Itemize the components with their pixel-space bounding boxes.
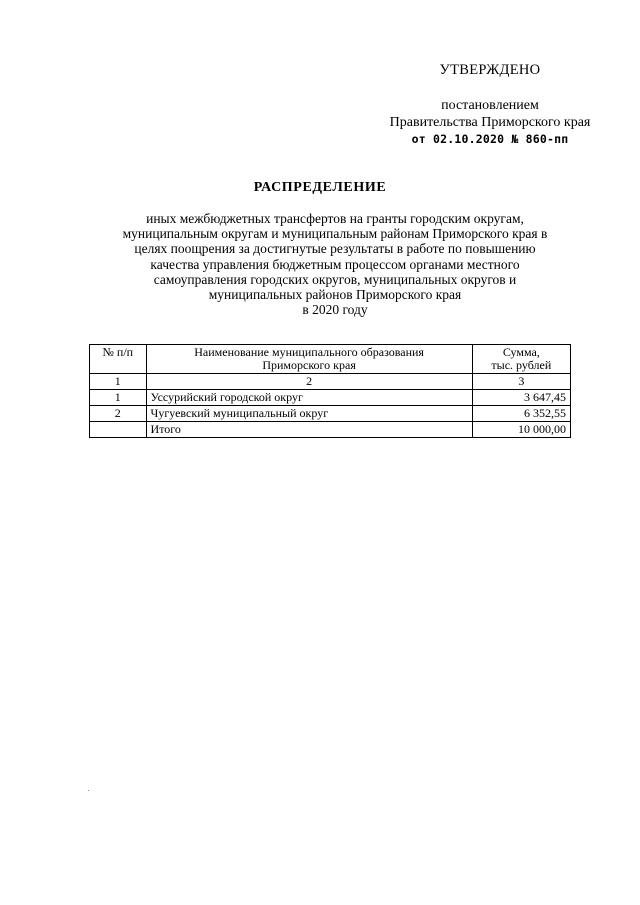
subtitle-line: иных межбюджетных трансфертов на гранты городским округам, <box>146 211 524 226</box>
distribution-table <box>89 344 571 438</box>
subtitle-line: самоуправления городских округов, муниципальных округов и <box>153 271 517 287</box>
approval-line-2: Правительства Приморского края <box>389 115 591 130</box>
subtitle-line: целях поощрения за достигнутые результаты в работе по повышению <box>134 241 536 257</box>
subtitle-line: муниципальных районов Приморского края <box>208 287 462 303</box>
header-name-line-1: Наименование муниципального образования <box>194 345 424 359</box>
approval-heading: УТВЕРЖДЕНО <box>439 62 541 78</box>
subtitle-line: муниципальным округам и муниципальным районам Приморского края в <box>122 226 548 242</box>
row-sum: 6 352,55 <box>472 406 570 422</box>
total-num <box>90 422 147 438</box>
table-row <box>90 406 571 422</box>
document-title: РАСПРЕДЕЛЕНИЕ <box>253 180 387 195</box>
header-name <box>146 345 472 374</box>
total-label: Итого <box>146 422 472 438</box>
table-header-row <box>90 345 571 374</box>
row-name: Чугуевский муниципальный округ <box>146 406 472 422</box>
header-num: № п/п <box>90 345 147 374</box>
column-number: 2 <box>146 374 472 390</box>
subtitle-line: качества управления бюджетным процессом органами местного <box>150 256 520 272</box>
row-num: 2 <box>90 406 147 422</box>
document-subtitle <box>100 211 570 317</box>
scan-speck <box>88 790 89 791</box>
total-row <box>90 422 571 438</box>
total-sum: 10 000,00 <box>472 422 570 438</box>
column-number-row <box>90 374 571 390</box>
column-number: 1 <box>90 374 147 390</box>
column-number: 3 <box>472 374 570 390</box>
header-sum-line-2: тыс. рублей <box>491 358 552 372</box>
approval-stamp: от 02.10.2020 № 860-пп <box>411 132 569 146</box>
header-name-line-2: Приморского края <box>262 358 356 372</box>
approval-block <box>360 62 620 148</box>
header-sum-line-1: Сумма, <box>502 345 540 359</box>
row-name: Уссурийский городской округ <box>146 390 472 406</box>
row-num: 1 <box>90 390 147 406</box>
subtitle-line: в 2020 году <box>302 302 368 318</box>
approval-line-1: постановлением <box>441 98 539 113</box>
row-sum: 3 647,45 <box>472 390 570 406</box>
table-row <box>90 390 571 406</box>
header-sum <box>472 345 570 374</box>
